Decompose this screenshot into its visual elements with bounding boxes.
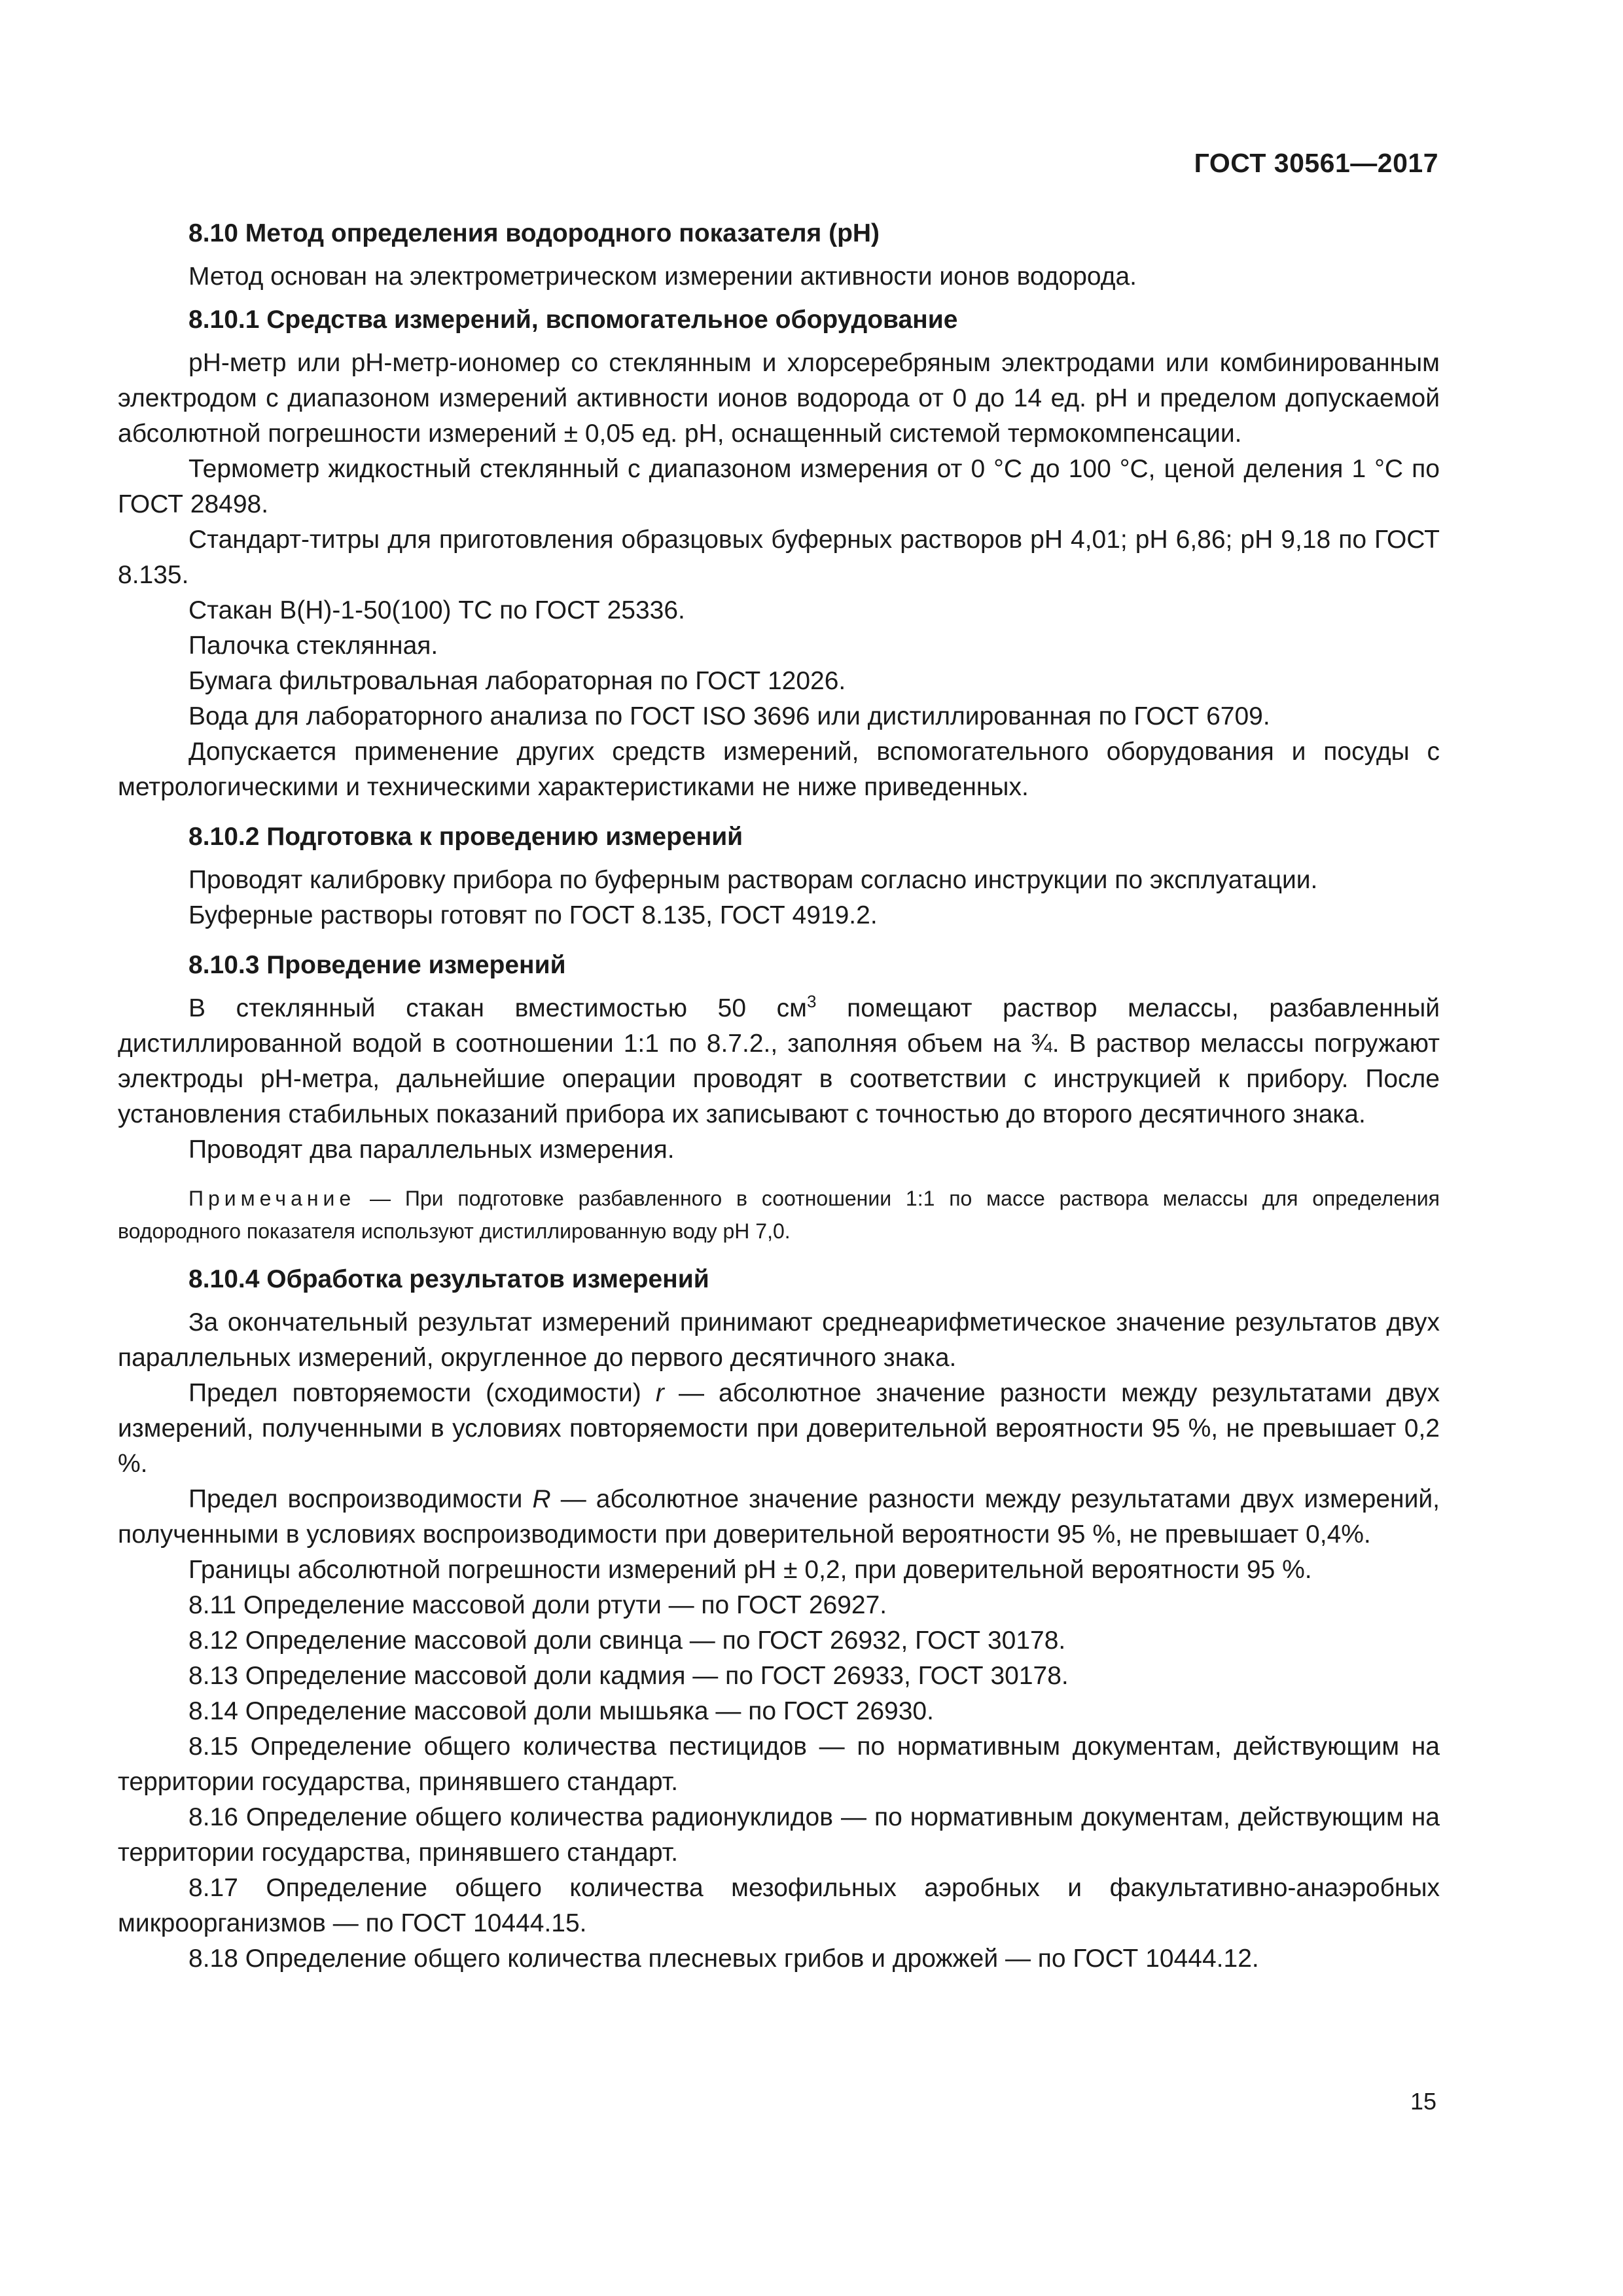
paragraph-lab-water: Вода для лабораторного анализа по ГОСТ ISO 3696 или дистиллированная по ГОСТ 6709. xyxy=(188,702,1270,730)
section-8-10-3-heading: 8.10.3 Проведение измерений xyxy=(188,951,566,979)
repeatability-symbol: r xyxy=(655,1379,664,1407)
paragraph-reproducibility xyxy=(118,1482,1440,1552)
paragraph-thermometer: Термометр жидкостный стеклянный с диапазоном измерения от 0 °С до 100 °С, ценой деления 1 °С по ГОСТ 28498. xyxy=(118,455,1440,518)
paragraph-error-bounds: Границы абсолютной погрешности измерений pH ± 0,2, при доверительной вероятности 95 %. xyxy=(188,1556,1312,1584)
paragraph-ph-meter: pH-метр или pH-метр-иономер со стеклянным и хлорсеребряным электродами или комбинированным электродом с диапазоном измерений активности ионов водорода от 0 до 14 ед. pH и пределом допускаемой абсолютной погрешности измерений ± 0,05 ед. pH, оснащенный системой термокомпенсации. xyxy=(118,349,1440,448)
note-label: Примечание xyxy=(188,1187,356,1210)
section-8-11: 8.11 Определение массовой доли ртути — по ГОСТ 26927. xyxy=(188,1591,887,1619)
paragraph-beaker: Стакан В(Н)-1-50(100) ТС по ГОСТ 25336. xyxy=(188,596,685,624)
page-number: 15 xyxy=(1410,2088,1436,2115)
section-8-16: 8.16 Определение общего количества радионуклидов — по нормативным документам, действующим на территории государства, принявшего стандарт. xyxy=(118,1803,1440,1867)
section-8-17: 8.17 Определение общего количества мезофильных аэробных и факультативно-анаэробных микроорганизмов — по ГОСТ 10444.15. xyxy=(118,1874,1440,1937)
cubic-superscript: 3 xyxy=(806,992,817,1011)
section-8-10-1-heading: 8.10.1 Средства измерений, вспомогательное оборудование xyxy=(188,306,958,334)
section-8-10-heading: 8.10 Метод определения водородного показателя (pH) xyxy=(188,219,880,247)
paragraph-glass-rod: Палочка стеклянная. xyxy=(188,632,438,660)
paragraph-measurement-procedure xyxy=(118,991,1440,1132)
section-8-12: 8.12 Определение массовой доли свинца — по ГОСТ 26932, ГОСТ 30178. xyxy=(188,1626,1066,1655)
paragraph-final-result: За окончательный результат измерений принимают среднеарифметическое значение результатов двух параллельных измерений, округленное до первого десятичного знака. xyxy=(118,1308,1440,1372)
note-text: — При подготовке разбавленного в соотношении 1:1 по массе раствора мелассы для определения водородного показателя используют дистиллированную воду pH 7,0. xyxy=(118,1187,1440,1243)
section-8-10-2-heading: 8.10.2 Подготовка к проведению измерений xyxy=(188,823,743,851)
paragraph-buffer-solutions: Буферные растворы готовят по ГОСТ 8.135, ГОСТ 4919.2. xyxy=(188,901,878,929)
paragraph-repeatability xyxy=(118,1376,1440,1482)
paragraph-alternatives: Допускается применение других средств измерений, вспомогательного оборудования и посуды с метрологическими и техническими характеристиками не ниже приведенных. xyxy=(118,738,1440,801)
section-8-18: 8.18 Определение общего количества плесневых грибов и дрожжей — по ГОСТ 10444.12. xyxy=(188,1945,1259,1973)
section-8-13: 8.13 Определение массовой доли кадмия — по ГОСТ 26933, ГОСТ 30178. xyxy=(188,1662,1069,1690)
paragraph-parallel-measurements: Проводят два параллельных измерения. xyxy=(188,1136,675,1164)
paragraph-standard-titres: Стандарт-титры для приготовления образцовых буферных растворов pH 4,01; pH 6,86; pH 9,18 по ГОСТ 8.135. xyxy=(118,526,1440,589)
repeatability-text-start: Предел повторяемости (сходимости) xyxy=(188,1379,656,1407)
procedure-text-end: помещают раствор мелассы, разбавленный дистиллированной водой в соотношении 1:1 по 8.7.2., заполняя объем на ¾. В раствор мелассы погружают электроды pH-метра, дальнейшие операции проводят в соответствии с инструкцией к прибору. После установления стабильных показаний прибора их записывают с точностью до второго десятичного знака. xyxy=(118,994,1440,1128)
section-8-10-intro: Метод основан на электрометрическом измерении активности ионов водорода. xyxy=(188,262,1137,291)
note-paragraph xyxy=(118,1182,1440,1247)
section-8-15: 8.15 Определение общего количества пестицидов — по нормативным документам, действующим на территории государства, принявшего стандарт. xyxy=(118,1732,1440,1796)
document-id-header: ГОСТ 30561—2017 xyxy=(1194,148,1438,178)
procedure-text-start: В стеклянный стакан вместимостью 50 см xyxy=(188,994,807,1022)
repeatability-text-end: — абсолютное значение разности между результатами двух измерений, полученными в условиях повторяемости при доверительной вероятности 95 %, не превышает 0,2 %. xyxy=(118,1379,1440,1478)
section-8-10-4-heading: 8.10.4 Обработка результатов измерений xyxy=(188,1265,709,1293)
reproducibility-text-end: — абсолютное значение разности между результатами двух измерений, полученными в условиях воспроизводимости при доверительной вероятности 95 %, не превышает 0,4%. xyxy=(118,1485,1440,1549)
section-8-14: 8.14 Определение массовой доли мышьяка — по ГОСТ 26930. xyxy=(188,1697,934,1725)
paragraph-calibration: Проводят калибровку прибора по буферным растворам согласно инструкции по эксплуатации. xyxy=(188,866,1318,894)
reproducibility-symbol: R xyxy=(532,1485,551,1513)
reproducibility-text-start: Предел воспроизводимости xyxy=(188,1485,533,1513)
paragraph-filter-paper: Бумага фильтровальная лабораторная по ГОСТ 12026. xyxy=(188,667,846,695)
page-content xyxy=(118,216,1440,1977)
